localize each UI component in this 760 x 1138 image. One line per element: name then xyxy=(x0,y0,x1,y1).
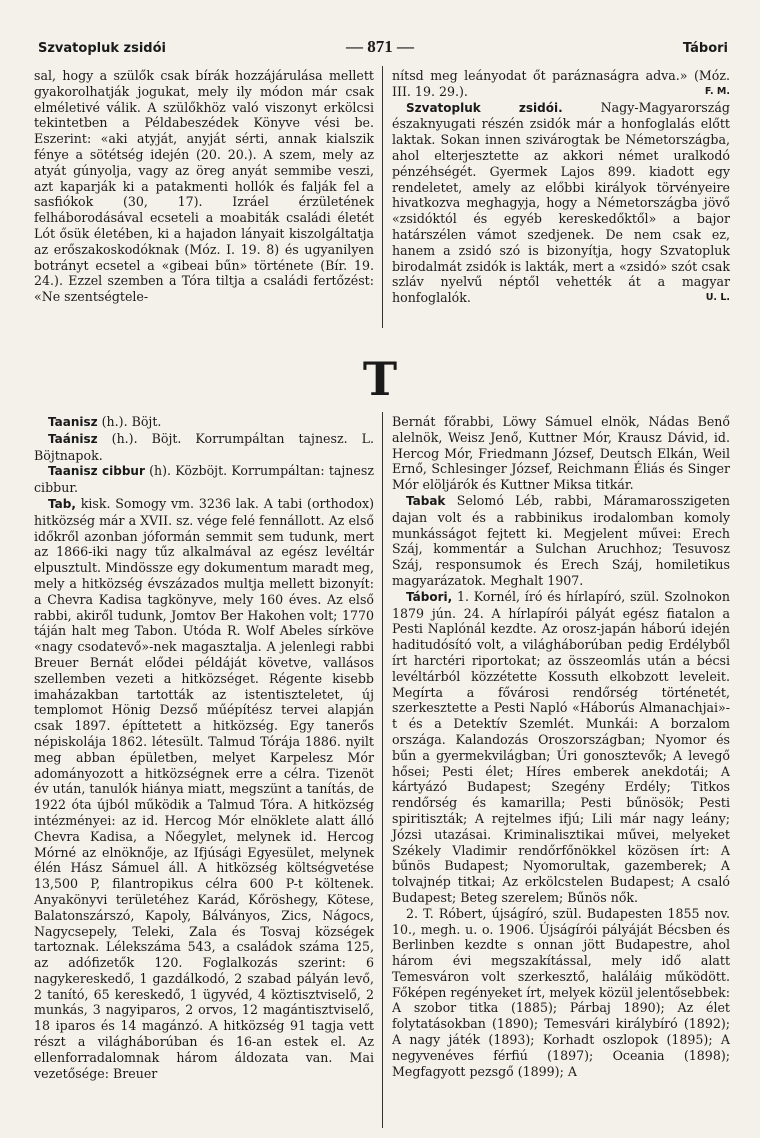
column-divider-top xyxy=(382,66,383,328)
article-continuation: sal, hogy a szülők csak bírák hozzájárulása mellett gyakorolhatják jogukat, mely ily módon már csak elméletivé válik. A szülőkhöz való viszonyt erkölcsi tekintetben a Példabeszédek Könyve vési be. Eszerint: «aki atyját, anyját sérti, annak kialszik fénye a sötétség idején (20. 20.). A szem, mely az atyát gúnyolja, vagy az öreg anyát semmibe veszi, azt kaparják ki a patakmenti hollók és falják fel a sasfiókok (30, 17). Izráel érzületének felháborodásával ecseteli a moabiták családi életét Lót ősük életében, ki a hajadon lányait kiszolgáltatja az erőszakoskodóknak (Móz. I. 19. 8) és ugyanilyen botrányt ecsetel a «gibeai bűn» története (Bír. 19. 24.). Ezzel szemben a Tóra tiltja a családi fertőzést: «Ne szentségtele- xyxy=(34,68,374,305)
entry-taanisz-2: Taánisz (h.). Böjt. Korrumpáltan tajnesz. L. Böjtnapok. xyxy=(34,430,374,463)
page-number: — 871 — xyxy=(346,37,414,56)
author-signature: F. M. xyxy=(704,85,730,97)
entry-szvatopluk: Szvatopluk zsidói. Nagy-Magyarország északnyugati részén zsidók már a honfoglalás előtt laktak. Sokan innen szivárogtak be Németországba, ahol elterjesztette az akkori német uralkodó pénzéhségét. Gyermek Lajos 899. kiadott egy rendeletet, amely az előbbi királyok törvényeire hivatkozva meghagyja, hogy a Németországba jövő «zsidóktól és egyéb kereskedőktől» a bajor határszélen vámot szedjenek. De nem csak ez, hanem a zsidó szó is bizonyítja, hogy Szvatopluk birodalmát zsidók is lakták, mert a «zsidó» szót csak szláv nyelvű néptől vehették át a magyar honfoglalók. U. L. xyxy=(392,99,730,306)
entry-tab-continuation: Bernát főrabbi, Löwy Sámuel elnök, Nádas Benő alelnök, Weisz Jenő, Kuttner Mór, Krausz Dávid, id. Hercog Mór, Friedmann József, Deutsch Elkán, Weil Ernő, Schlesinger József, Reichmann Éliás és Singer Mór elöljárók és Kuttner Miksa titkár. xyxy=(392,414,730,493)
top-left-column xyxy=(34,68,374,305)
author-signature: U. L. xyxy=(705,292,730,304)
running-head-right: Tábori xyxy=(682,41,728,56)
bottom-right-column xyxy=(392,414,730,1079)
column-divider-bottom xyxy=(382,412,383,1128)
entry-taanisz-cibbur: Taanisz cibbur (h). Közböjt. Korrumpáltan: tajnesz cibbur. xyxy=(34,463,374,496)
entry-tabak: Tabak Selomó Léb, rabbi, Máramarosszigeten dajan volt és a rabbinikus irodalomban komoly munkásságot fejtett ki. Megjelent művei: Erech Száj, kommentár a Sulchan Aruchhoz; Tesuvosz Száj, responsumok és Erech Száj, homiletikus magyarázatok. Meghalt 1907. xyxy=(392,492,730,588)
entry-taanisz: Taanisz (h.). Böjt. xyxy=(48,414,162,429)
entry-tabori-robert: 2. T. Róbert, újságíró, szül. Budapesten 1855 nov. 10., megh. u. o. 1906. Újságírói pályáját Bécsben és Berlinben kezdte s onnan jött Budapestre, ahol három évi megszakítással, mely idő alatt Temesváron volt szerkesztő, haláláig működött. Főképen regényeket írt, melyek közül jelentősebbek: A szobor titka (1885); Párbaj 1890); Az élet folytatásokban (1890); Temesvári királybíró (1892); A nagy játék (1893); Korhadt oszlopok (1895); A negyvenéves férfiú (1897); Oceania (1898); Megfagyott pezsgő (1899); A xyxy=(392,905,730,1079)
continuation-text: nítsd meg leányodat őt paráznaságra adva.» (Móz. III. 19. 29.). F. M. xyxy=(392,68,730,99)
section-letter: T xyxy=(362,352,398,406)
page-header xyxy=(30,37,730,59)
entry-tabori-kornel: Tábori, 1. Kornél, író és hírlapíró, szül. Szolnokon 1879 jún. 24. A hírlapírói pályát egész fiatalon a Pesti Naplónál kezdte. Az orosz-japán háború idején haditudósító volt, a világháborúban pedig Erdélyből írt harctéri riportokat; az összeomlás után a bécsi levéltárból közzétette Kossuth elkobzott leveleit. Megírta a fővárosi rendőrség történetét, szerkesztette a Pesti Napló «Háborús Almanachjai»-t és a Detektív Szemlét. Munkái: A borzalom országa. Kalandozás Oroszországban; Nyomor és bűn a gyermekvilágban; Úri gonosztevők; A levegő hősei; Pesti élet; Híres emberek anekdotái; A kártyázó Budapest; Szegény Erdély; Titkos rendőrség és kamarilla; Pesti bűnösök; Pesti spiritiszták; A rejtelmes ifjú; Lili már nagy leány; Józsi utazásai. Kriminalisztikai művei, melyeket Székely Vladimir rendőrfőnökkel közösen írt: A bűnös Budapest; Nyomorultak, gazemberek; A tolvajnép titkai; Az erkölcstelen Budapest; A csaló Budapest; Beteg szerelem; Bűnös nők. xyxy=(392,588,730,905)
bottom-left-column xyxy=(34,414,374,1081)
running-head-left: Szvatopluk zsidói xyxy=(38,41,166,56)
top-right-column xyxy=(392,68,730,306)
entry-headword: Szvatopluk zsidói. xyxy=(406,100,563,115)
entry-tab: Tab, kisk. Somogy vm. 3236 lak. A tabi (orthodox) hitközség már a XVII. sz. vége felé fennállott. Az első időkről azonban jóformán semmit sem tudunk, mert az 1866-iki nagy tűz alkalmával az egész levéltár elpusztult. Mindössze egy dokumentum maradt meg, mely a hitközség évszázados multja mellett bizonyít: a Chevra Kadisa tagkönyve, mely 160 éves. Az első rabbi, akiről tudunk, Jomtov Ber Hakohen volt; 1770 táján halt meg Tabon. Utóda R. Wolf Abeles sírköve «nagy csodatevő»-nek magasztalja. A jelenlegi rabbi Breuer Bernát elődei példáját követve, vallásos szellemben vezeti a hitközséget. Régente kisebb imaházakban tartották az istentiszteletet, új templomot Hönig Dezső műépítész tervei alapján csak 1897. építtetett a hitközség. Egy tanerős népiskolája 1862. létesült. Talmud Tórája 1886. nyilt meg abban épületben, melyet Karpelesz Mór adományozott a hitközségnek erre a célra. Tizenöt év után, tanulók hiánya miatt, megszünt a tanítás, de 1922 óta újból működik a Talmud Tóra. A hitközség intézményei: az id. Hercog Mór elnöklete alatt álló Chevra Kadisa, a Nőegylet, melynek id. Hercog Mórné az elnöknője, az Ifjúsági Egyesület, melynek élén Hász Sámuel áll. A hitközség költségvetése 13,500 P, filantropikus célra 600 P-t költenek. Anyakönyvi területéhez Karád, Kőröshegy, Kötese, Balatonszárszó, Kapoly, Bálványos, Zics, Nágocs, Nagycsepely, Teleki, Zala és Tosvaj községek tartoznak. Lélekszáma 543, a családok száma 125, az adófizetők 120. Foglalkozás szerint: 6 nagykereskedő, 1 gazdálkodó, 2 szabad pályán levő, 2 tanító, 65 kereskedő, 1 ügyvéd, 4 köztisztviselő, 2 munkás, 3 nagyiparos, 2 orvos, 12 magántisztviselő, 18 iparos és 14 magánzó. A hitközség 91 tagja vett részt a világháborúban és 16-an estek el. Az ellenforradalomnak három áldozata van. Mai vezetősége: Breuer xyxy=(34,495,375,1081)
